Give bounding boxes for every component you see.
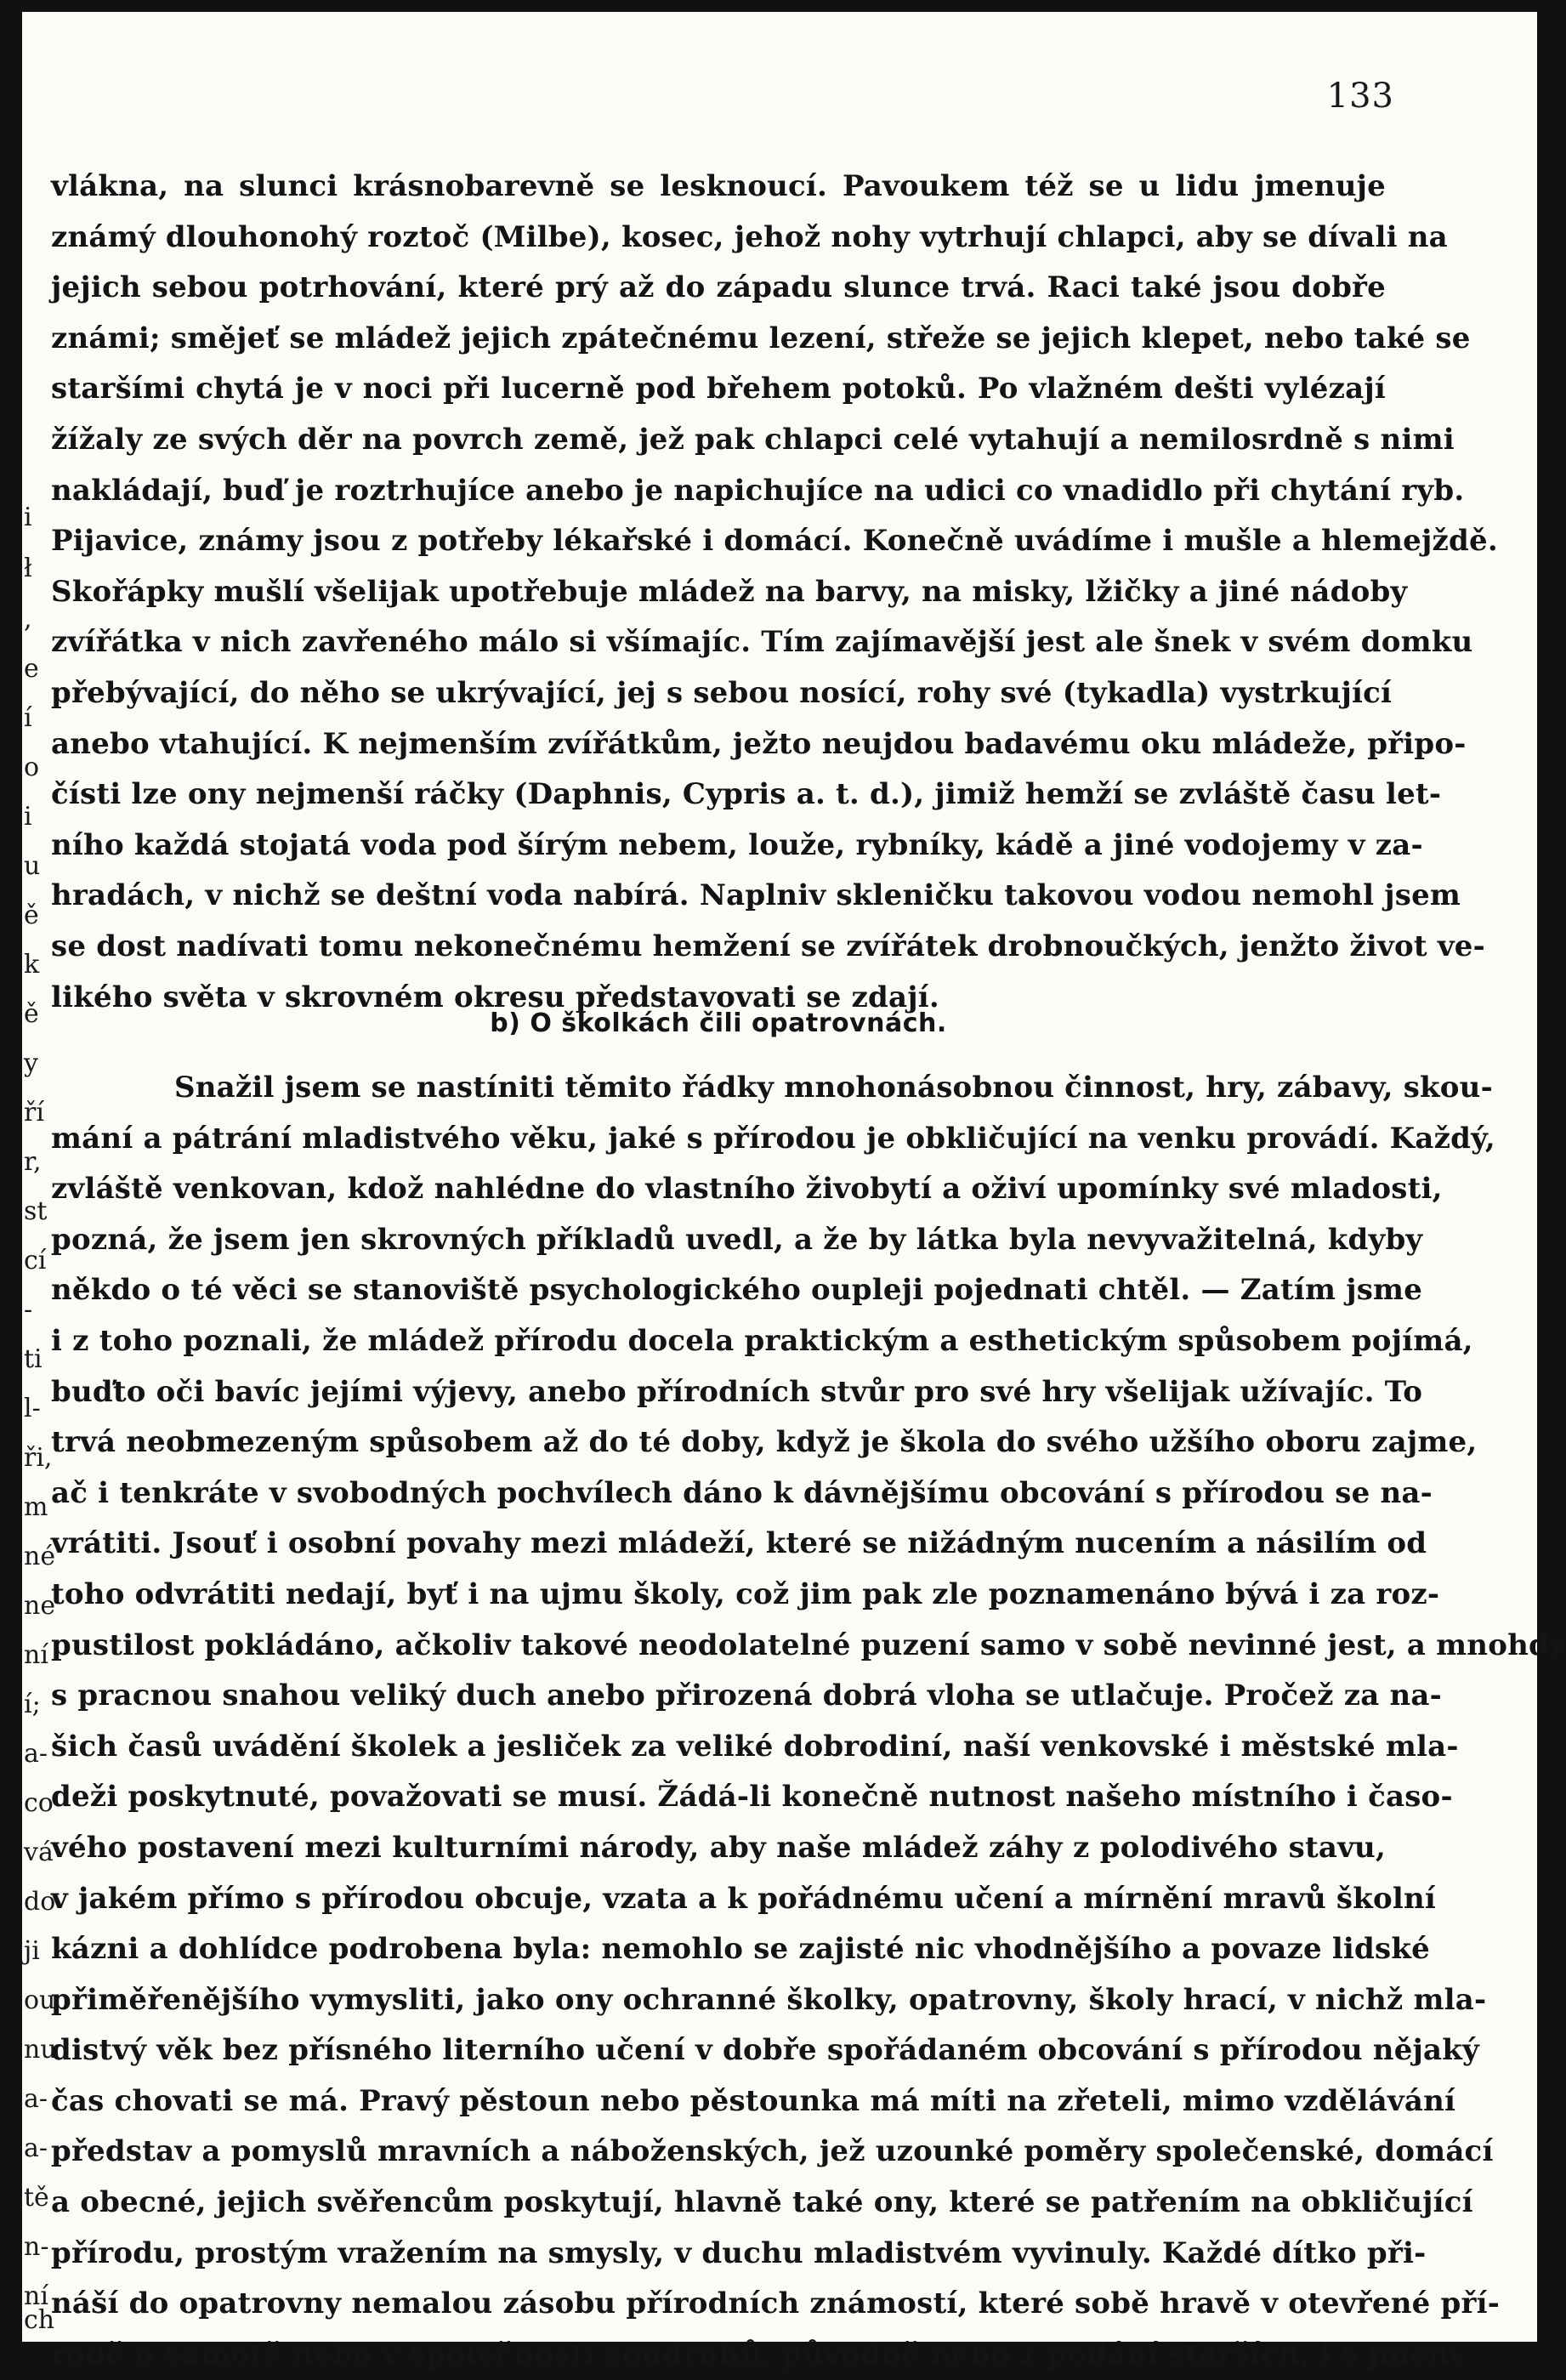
text-line: s pracnou snahou veliký duch anebo přirozená dobrá vloha se utlačuje. Pročež za na-	[51, 1678, 1442, 1713]
text-line: někdo o té věci se stanoviště psychologického oupleji pojednati chtěl. — Zatím jsme	[51, 1273, 1423, 1308]
margin-fragment: a-	[24, 1739, 48, 1769]
text-line: čas chovati se má. Pravý pěstoun nebo pěstounka má míti na zřeteli, mimo vzdělávání	[51, 2083, 1456, 2118]
text-line: trvá neobmezeným spůsobem až do té doby, když je škola do svého užšího oboru zajme,	[51, 1425, 1478, 1460]
text-line: přebývající, do něho se ukrývající, jej s sebou nosící, rohy své (tykadla) vystrkující	[51, 675, 1393, 710]
text-line: náší do opatrovny nemalou zásobu přírodních známostí, které sobě hravě v otevřené pří-	[51, 2286, 1501, 2321]
text-line: a obecné, jejich svěřencům poskytují, hlavně také ony, které se patřením na obkličující	[51, 2185, 1473, 2220]
text-line: čísti lze ony nejmenší ráčky (Daphnis, Cypris a. t. d.), jimiž hemží se zvláště času let-	[51, 777, 1442, 812]
section-heading: b) O školkách čili opatrovnách.	[490, 1008, 947, 1038]
text-line: přírodu, prostým vražením na smysly, v duchu mladistvém vyvinuly. Každé dítko při-	[51, 2235, 1427, 2270]
margin-fragment: í	[24, 703, 32, 733]
margin-fragment: i	[24, 503, 32, 532]
text-line: přiměřenějšího vymysliti, jako ony ochranné školky, opatrovny, školy hrací, v nichž mla-	[51, 1982, 1487, 2017]
text-line: vrátiti. Jsouť i osobní povahy mezi mládeží, které se nižádným nucením a násilím od	[51, 1526, 1427, 1561]
text-line: Pijavice, známy jsou z potřeby lékařské i domácí. Konečně uvádíme i mušle a hlemejždě.	[51, 524, 1498, 559]
paragraph-one	[51, 162, 1498, 1023]
text-line: v jakém přímo s přírodou obcuje, vzata a k pořádnému učení a mírnění mravů školní	[51, 1881, 1437, 1916]
margin-fragment: u	[24, 851, 41, 881]
margin-fragment: co	[24, 1788, 54, 1818]
text-line: žížaly ze svých děr na povrch země, jež pak chlapci celé vytahují a nemilosrdně s nimi	[51, 422, 1455, 457]
margin-fragment: ní	[24, 1640, 48, 1670]
text-line: představ a pomyslů mravních a náboženských, jež uzounké poměry společenské, domácí	[51, 2134, 1494, 2169]
adjacent-page-margin	[22, 12, 57, 2342]
text-line: buďto oči bavíc jejími výjevy, anebo přírodních stvůr pro své hry všelijak užívajíc. To	[51, 1374, 1423, 1409]
text-line: toho odvrátiti nedají, byť i na ujmu školy, což jim pak zle poznamenáno bývá i za roz-	[51, 1576, 1440, 1611]
margin-fragment: ti	[24, 1344, 43, 1374]
margin-fragment: ě	[24, 999, 39, 1029]
margin-fragment: ch	[24, 2305, 55, 2335]
margin-fragment: do	[24, 1887, 56, 1917]
margin-fragment: ní	[24, 2281, 48, 2311]
text-line: šich časů uvádění školek a jesliček za veliké dobrodiní, naší venkovské i městské mla-	[51, 1729, 1459, 1764]
margin-fragment: ,	[24, 605, 32, 634]
text-line: pozná, že jsem jen skrovných příkladů uvedl, a že by látka byla nevyvažitelná, kdyby	[51, 1222, 1423, 1257]
margin-fragment: st	[24, 1196, 48, 1226]
text-line: likého světa v skrovném okresu představovati se zdají.	[51, 980, 939, 1014]
margin-fragment: ji	[24, 1936, 40, 1966]
text-line: jejich sebou potrhování, které prý až do západu slunce trvá. Raci také jsou dobře	[51, 270, 1386, 305]
text-line: kázni a dohlídce podrobena byla: nemohlo se zajisté nic vhodnějšího a povaze lidské	[51, 1932, 1430, 1967]
margin-fragment: ł	[24, 554, 32, 583]
text-line: pustilost pokládáno, ačkoliv takové neodolatelné puzení samo v sobě nevinné jest, a mnohdy	[51, 1627, 1566, 1662]
margin-fragment: r,	[24, 1147, 42, 1177]
margin-fragment: k	[24, 950, 40, 980]
text-line: deži poskytnuté, považovati se musí. Žádá-li konečně nutnost našeho místního i časo-	[51, 1780, 1453, 1815]
text-line: Snažil jsem se nastíniti těmito řádky mnohonásobnou činnost, hry, zábavy, skou-	[174, 1071, 1493, 1105]
text-line: distvý věk bez přísného literního učení v dobře spořádaném obcování s přírodou nějaký	[51, 2033, 1479, 2068]
margin-fragment: y	[24, 1048, 38, 1078]
text-line: i z toho poznali, že mládež přírodu docela praktickým a esthetickým spůsobem pojímá,	[51, 1323, 1473, 1358]
margin-fragment: tě	[24, 2183, 49, 2212]
margin-fragment: ří	[24, 1098, 44, 1128]
text-line: anebo vtahující. K nejmenším zvířátkům, ježto neujdou badavému oku mládeže, připo-	[51, 726, 1467, 761]
margin-fragment: a-	[24, 2084, 48, 2114]
paragraph-two	[51, 1063, 1566, 2380]
text-line: ač i tenkráte v svobodných pochvílech dáno k dávnějšímu obcování s přírodou se na-	[51, 1475, 1433, 1510]
text-line: zvláště venkovan, kdož nahlédne do vlastního živobytí a oživí upomínky své mladosti,	[51, 1172, 1443, 1207]
text-line: známý dlouhonohý roztoč (Milbe), kosec, jehož nohy vytrhují chlapci, aby se dívali na	[51, 219, 1448, 254]
text-line: vého postavení mezi kulturními národy, aby naše mládež záhy z polodivého stavu,	[51, 1830, 1386, 1865]
margin-fragment: -	[24, 1295, 33, 1325]
margin-fragment: cí	[24, 1246, 47, 1275]
margin-fragment: ři,	[24, 1443, 53, 1473]
margin-fragment: né	[24, 1542, 56, 1571]
text-line: vlákna, na slunci krásnobarevně se lesknoucí. Pavoukem též se u lidu jmenuje	[51, 169, 1386, 203]
margin-fragment: i	[24, 802, 32, 832]
text-line: Skořápky mušlí všelijak upotřebuje mládež na barvy, na misky, lžičky a jiné nádoby	[51, 574, 1408, 609]
text-line: staršími chytá je v noci při lucerně pod břehem potoků. Po vlažném dešti vylézají	[51, 372, 1386, 406]
text-line: rodě o samotě nebo v společnosti soudruhů, původně nebo z podání starších, i s jmeny	[51, 2337, 1467, 2371]
text-line: ního každá stojatá voda pod šírým nebem, louže, rybníky, kádě a jiné vodojemy v za-	[51, 827, 1423, 862]
text-line: známi; smějeť se mládež jejich zpátečnému lezení, střeže se jejich klepet, nebo také se	[51, 321, 1471, 355]
text-line: nakládají, buď je roztrhujíce anebo je napichujíce na udici co vnadidlo při chytání ryb.	[51, 473, 1465, 508]
margin-fragment: ě	[24, 900, 39, 930]
margin-fragment: l-	[24, 1394, 41, 1423]
margin-fragment: a-	[24, 2133, 48, 2163]
book-page	[22, 12, 1566, 2371]
text-line: mání a pátrání mladistvého věku, jaké s přírodou je obkličující na venku provádí. Každý,	[51, 1121, 1495, 1156]
margin-fragment: ou	[24, 1985, 56, 2015]
margin-fragment: í;	[24, 1690, 41, 1719]
margin-fragment: n-	[24, 2232, 49, 2262]
margin-fragment: m	[24, 1492, 48, 1522]
margin-fragment: vá	[24, 1838, 54, 1867]
margin-fragment: nu	[24, 2035, 57, 2065]
text-line: zvířátka v nich zavřeného málo si všímajíc. Tím zajímavější jest ale šnek v svém domku	[51, 625, 1473, 660]
margin-fragment: o	[24, 753, 40, 782]
text-line: hradách, v nichž se deštní voda nabírá. Naplniv skleničku takovou vodou nemohl jsem	[51, 878, 1461, 913]
page-number: 133	[1326, 77, 1394, 116]
margin-fragment: e	[24, 654, 39, 684]
margin-fragment: ne	[24, 1591, 56, 1621]
text-line: se dost nadívati tomu nekonečnému hemžení se zvířátek drobnoučkých, jenžto život ve-	[51, 929, 1485, 963]
